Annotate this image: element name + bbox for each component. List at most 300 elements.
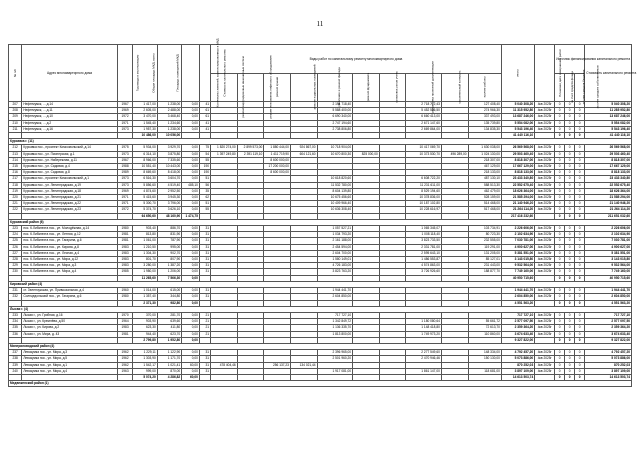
cell-n: 227 <box>9 250 22 256</box>
cell-s3: 0,00 <box>182 232 200 238</box>
cell-s2: 623,70 <box>157 331 181 337</box>
cell-c: 5 554 082,00 <box>585 120 632 126</box>
cell-n: 222 <box>9 207 22 213</box>
cell-f2: 0 <box>565 325 575 331</box>
cell-w1: 478 404,46 <box>211 362 238 368</box>
cell-s3: 0,00 <box>182 288 200 294</box>
cell-s3: 0,00 <box>182 250 200 256</box>
cell-w9: 1 008 118,40 <box>406 232 442 238</box>
cell-s4: 31 <box>199 294 210 300</box>
cell-s3: 0,00 <box>182 368 200 374</box>
cell-f3: 0 <box>575 269 585 275</box>
cell-w3: 717 727,10 <box>317 312 353 318</box>
cell-n: 232 <box>9 294 22 300</box>
cell-s4: 55 <box>199 207 210 213</box>
cell-a: Курсавка пос., ул. Садовая, д.4 <box>22 164 117 170</box>
cell-s1: 2 371,30 <box>133 300 157 306</box>
cell-c: 13 687 246,00 <box>585 114 632 120</box>
cell-w10: 148 334,00 <box>468 350 501 356</box>
cell-d: 4кв 2025г <box>535 102 555 108</box>
cell-f2: 0 <box>565 120 575 126</box>
cell-s2: 831,90 <box>157 232 181 238</box>
header-works-total: итого <box>501 45 534 102</box>
cell-w3: 10 670 800,30 <box>317 151 353 157</box>
cell-n: 237 <box>9 350 22 356</box>
cell-w9: 5 452 586,50 <box>406 108 442 114</box>
header-address: Адрес многоквартирного дома <box>22 45 117 102</box>
cell-s2: 7 335,60 <box>157 157 181 163</box>
cell-c: 8 818 307,00 <box>585 157 632 163</box>
cell-tot: 3 897 109,00 <box>501 368 534 374</box>
cell-f3: 0 <box>575 108 585 114</box>
cell-a: Нефтекумск, ... д.2 <box>22 120 117 126</box>
cell-s4: 31 <box>199 238 210 244</box>
cell-s4: 31 <box>199 257 210 263</box>
cell-s3: 60,00 <box>182 362 200 368</box>
cell-c: 5 040 308,20 <box>585 102 632 108</box>
header-fin-group: Источник финансирования капитального ремонта <box>555 45 585 74</box>
cell-w1: 1 397 249,80 <box>211 151 238 157</box>
cell-c: 41 440 116,10 <box>585 133 632 139</box>
cell-n: 225 <box>9 238 22 244</box>
cell-f3: 0 <box>575 145 585 151</box>
cell-f1: 0 <box>555 331 565 337</box>
cell-w3: 1 034 793,20 <box>317 232 353 238</box>
cell-s2: 7 566,30 <box>157 275 181 281</box>
cell-s1: 11 265,60 <box>133 275 157 281</box>
cell-tot: 23 433 340,80 <box>501 176 534 182</box>
cell-f3: 0 <box>575 157 585 163</box>
header-w6: ремонт фундамента <box>353 73 380 102</box>
cell-a: Нефтекумск, ... д.10 <box>22 114 117 120</box>
cell-d: 4кв 2025г <box>535 145 555 151</box>
cell-c: 3 143 015,80 <box>585 257 632 263</box>
cell-s4: 51 <box>199 201 210 207</box>
capital-repair-table <box>8 38 637 387</box>
cell-f3: 0 <box>575 182 585 188</box>
cell-s2: 1 238,00 <box>157 126 181 132</box>
cell-s2: 3 796,00 <box>157 201 181 207</box>
cell-w10: 127 408,40 <box>468 102 501 108</box>
cell-s2: 1 952,80 <box>157 337 181 343</box>
cell-tot: 870 252,03 <box>501 362 534 368</box>
cell-w9: 1 065 345,07 <box>406 226 442 232</box>
cell-s4: 35 <box>199 188 210 194</box>
cell-f1: 0 <box>555 275 565 281</box>
cell-c: 3 674 633,40 <box>585 331 632 337</box>
cell-s3: 0,00 <box>182 300 200 306</box>
cell-y: 1983 <box>117 325 133 331</box>
cell-c: 7 030 781,00 <box>585 238 632 244</box>
header-w9: строительный контроль <box>441 73 468 102</box>
cell-s3: 0,00 <box>182 244 200 250</box>
cell-s4: 61 <box>199 108 210 114</box>
cell-w9: 1 148 418,80 <box>406 325 442 331</box>
cell-d: 4кв 2025г <box>535 108 555 114</box>
cell-f3: 0 <box>575 126 585 132</box>
cell-w10: 218 133,00 <box>468 170 501 176</box>
cell-f3: 0 <box>575 374 585 380</box>
cell-s2: 281,70 <box>157 312 181 318</box>
cell-d: 4кв 2025г <box>535 263 555 269</box>
cell-f1: 0 <box>555 157 565 163</box>
cell-d: 4кв 2025г <box>535 325 555 331</box>
cell-c: 4 792 457,20 <box>585 350 632 356</box>
cell-tot: 2 577 097,50 <box>501 319 534 325</box>
cell-f1: 0 <box>555 133 565 139</box>
cell-s1: 370,00 <box>133 312 157 318</box>
cell-s4: 31 <box>199 263 210 269</box>
cell-w10: 232 555,00 <box>468 238 501 244</box>
cell-tot: 1 944 441,70 <box>501 288 534 294</box>
cell-tot: 8 818 133,00 <box>501 170 534 176</box>
cell-c: 2 604 850,00 <box>585 294 632 300</box>
cell-w9: 3 823 733,50 <box>406 238 442 244</box>
cell-f1: 0 <box>555 288 565 294</box>
cell-a: Курсавка пос., ул. Ленинградская, д.22 <box>22 201 117 207</box>
cell-w10: 337 493,00 <box>468 114 501 120</box>
cell-s2: 3 875,80 <box>157 151 181 157</box>
cell-tot: 41 440 116,10 <box>501 133 534 139</box>
cell-s1: 8 966,00 <box>133 157 157 163</box>
cell-w10: 462 479,00 <box>468 188 501 194</box>
cell-s2: 1 206,00 <box>157 269 181 275</box>
cell-w3: 10 409 966,40 <box>317 201 353 207</box>
cell-f1: 0 <box>555 257 565 263</box>
cell-s3: 0,00 <box>182 151 200 157</box>
cell-s2: 1 021,41 <box>157 362 181 368</box>
cell-f3: 0 <box>575 250 585 256</box>
cell-c: 4 900 627,00 <box>585 244 632 250</box>
cell-w10: 588 513,30 <box>468 182 501 188</box>
cell-w9: 3 726 926,60 <box>406 269 442 275</box>
cell-w9: 10 228 616,97 <box>406 207 442 213</box>
cell-f3: 0 <box>575 207 585 213</box>
cell-w10: 134 835,30 <box>468 126 501 132</box>
cell-w3: 6 690 340,00 <box>317 114 353 120</box>
header-w2: ремонт или замена лифтового оборудования <box>237 73 264 102</box>
cell-s1: 1 545,40 <box>133 120 157 126</box>
cell-s2: 48 160,90 <box>157 213 181 219</box>
cell-f2: 0 <box>565 263 575 269</box>
cell-f3: 0 <box>575 300 585 306</box>
cell-tot: 2 226 606,00 <box>501 226 534 232</box>
cell-d: 4кв 2025г <box>535 350 555 356</box>
cell-f1: 0 <box>555 294 565 300</box>
cell-f3: 0 <box>575 275 585 281</box>
cell-f3: 0 <box>575 201 585 207</box>
cell-d: 4кв 2025г <box>535 188 555 194</box>
cell-n: 239 <box>9 362 22 368</box>
cell-s3: 0,00 <box>182 170 200 176</box>
cell-f2: 0 <box>565 288 575 294</box>
cell-s4: 190 <box>199 170 210 176</box>
cell-tot: 9 327 822,00 <box>501 337 534 343</box>
cell-s3: 0,00 <box>182 157 200 163</box>
cell-y: 1981 <box>117 331 133 337</box>
cell-s1: 4 874,60 <box>133 188 157 194</box>
cell-f3: 0 <box>575 356 585 362</box>
cell-c: 21 264 114,20 <box>585 207 632 213</box>
cell-f1: 0 <box>555 325 565 331</box>
cell-s1: 64 650,60 <box>133 213 157 219</box>
cell-tot: 3 674 633,40 <box>501 331 534 337</box>
cell-d: 4кв 2025г <box>535 269 555 275</box>
cell-n: 217 <box>9 176 22 182</box>
cell-s2: 344,80 <box>157 294 181 300</box>
cell-c: 211 651 032,60 <box>585 213 632 219</box>
cell-d: 4кв 2025г <box>535 362 555 368</box>
cell-d: 4кв 2025г <box>535 195 555 201</box>
cell-a: пос. К.Либкнехта пос., ул. Летняя, д.12 <box>22 232 117 238</box>
cell-s3: 0,00 <box>182 337 200 343</box>
cell-tot: 21 140 946,20 <box>501 201 534 207</box>
cell-f2: 0 <box>565 108 575 114</box>
cell-n: 218 <box>9 182 22 188</box>
cell-a: Курсавка пос., проспект Комсомольский, д.14 <box>22 145 117 151</box>
header-w10: прочие работы <box>468 73 501 102</box>
cell-f2: 0 <box>565 269 575 275</box>
cell-f2: 0 <box>565 114 575 120</box>
cell-s4: 41 <box>199 102 210 108</box>
cell-d: 4кв 2025г <box>535 226 555 232</box>
cell-a: Левокумка пос., ул. Мира, д.1 <box>22 362 117 368</box>
cell-y: 1973 <box>117 126 133 132</box>
cell-f2: 0 <box>565 145 575 151</box>
cell-w3: 5 588 400,00 <box>317 108 353 114</box>
cell-s1: 5 300,70 <box>133 201 157 207</box>
cell-f2: 0 <box>565 300 575 306</box>
cell-s3: 0,00 <box>182 238 200 244</box>
cell-s2: 10 443,00 <box>157 164 181 170</box>
header-area-total: Общая площадь МКД, всего <box>133 45 157 102</box>
cell-n: 236 <box>9 331 22 337</box>
cell-d: 4кв 2025г <box>535 319 555 325</box>
cell-s2: 1 122,90 <box>157 350 181 356</box>
cell-w3: 1 580 149,01 <box>317 257 353 263</box>
cell-f3: 0 <box>575 325 585 331</box>
cell-tot: 40 950 715,60 <box>501 275 534 281</box>
cell-w10: 118 681,00 <box>468 368 501 374</box>
cell-s4: 31 <box>199 288 210 294</box>
cell-f1: 0 <box>555 201 565 207</box>
cell-s2: 8 418,00 <box>157 170 181 176</box>
header-no: № п/п <box>9 45 22 102</box>
cell-s2: 639,60 <box>157 319 181 325</box>
cell-c: 21 140 946,20 <box>585 201 632 207</box>
cell-s4: 31 <box>199 350 210 356</box>
cell-tot: 4 900 627,00 <box>501 244 534 250</box>
cell-y: 1980 <box>117 226 133 232</box>
cell-n: 228 <box>9 257 22 263</box>
cell-s3: 60,00 <box>182 374 200 380</box>
cell-w3: 3 823 763,20 <box>317 269 353 275</box>
cell-w10: 528 159,00 <box>468 195 501 201</box>
cell-c: 23 433 340,80 <box>585 176 632 182</box>
cell-tot: 3 143 015,80 <box>501 257 534 263</box>
cell-s1: 1 957,30 <box>133 126 157 132</box>
cell-s4: 62 <box>199 195 210 201</box>
cell-tot: 29 503 460,40 <box>501 151 534 157</box>
cell-w9: 2 277 549,60 <box>406 350 442 356</box>
cell-w2b: 134 021,44 <box>290 362 317 368</box>
cell-n: 230 <box>9 269 22 275</box>
cell-w2: 1 411 719,90 <box>264 151 291 157</box>
cell-a: ст. Зеленчукская, ул. Привокзальная, д.4 <box>22 288 117 294</box>
cell-s2: 886,70 <box>157 226 181 232</box>
cell-d: 4кв 2025г <box>535 182 555 188</box>
cell-s1: 813,80 <box>133 232 157 238</box>
cell-y: 1973 <box>117 182 133 188</box>
cell-s4: 31 <box>199 244 210 250</box>
cell-f1: 0 <box>555 269 565 275</box>
cell-d: 4кв 2025г <box>535 151 555 157</box>
cell-n: 215 <box>9 164 22 170</box>
cell-n: 207 <box>9 102 22 108</box>
cell-d: 4кв 2025г <box>535 250 555 256</box>
cell-s4: 41 <box>199 120 210 126</box>
cell-c: 29 503 460,40 <box>585 151 632 157</box>
cell-f3: 0 <box>575 312 585 318</box>
cell-f1: 0 <box>555 300 565 306</box>
cell-w10: 1 024 130,00 <box>468 151 501 157</box>
cell-f3: 0 <box>575 151 585 157</box>
cell-w9: 2 718 772,43 <box>406 102 442 108</box>
group-title: Курсавский район (6) <box>9 219 632 225</box>
cell-f1: 0 <box>555 176 565 182</box>
cell-n: 213 <box>9 151 22 157</box>
cell-s4: 21 <box>199 331 210 337</box>
cell-f2: 0 <box>565 201 575 207</box>
cell-a: Курсавка пос., ул. Ленинградская, д.18 <box>22 188 117 194</box>
cell-a: пос. К.Либкнехта пос., ул. Молодёжная, д.14 <box>22 226 117 232</box>
cell-w10: 119 291,00 <box>468 244 501 250</box>
cell-y: 1981 <box>117 232 133 238</box>
cell-y: 1971 <box>117 120 133 126</box>
cell-w2: 8 600 000,00 <box>264 157 291 163</box>
cell-w2: 17 200 000,00 <box>264 164 291 170</box>
cell-d: 4кв 2025г <box>535 238 555 244</box>
cell-s1: 1 229,11 <box>133 350 157 356</box>
cell-s2: 807,90 <box>157 257 181 263</box>
header-w3: ремонт крыши <box>264 73 291 102</box>
cell-c: 2 226 606,00 <box>585 226 632 232</box>
cell-w9b: 496 289,00 <box>441 151 468 157</box>
cell-c: 5 543 196,40 <box>585 126 632 132</box>
cell-f1: 0 <box>555 120 565 126</box>
cell-n: 210 <box>9 120 22 126</box>
cell-s1: 5 074,20 <box>133 374 157 380</box>
cell-w9: 6 608 722,20 <box>406 176 442 182</box>
cell-s1: 1 210,50 <box>133 244 157 250</box>
cell-tot: 5 073 886,00 <box>501 356 534 362</box>
cell-a: Солнцедольский пос., ул. Гагарина, д.6 <box>22 294 117 300</box>
cell-y: 1967 <box>117 102 133 108</box>
cell-f1: 0 <box>555 114 565 120</box>
cell-s3: 0,00 <box>182 356 200 362</box>
cell-tot: 5 381 551,00 <box>501 250 534 256</box>
cell-f1: 0 <box>555 250 565 256</box>
cell-f1: 0 <box>555 207 565 213</box>
header-w8: разработка проектной документации <box>406 73 442 102</box>
cell-s1: 1 542,17 <box>133 362 157 368</box>
cell-f3: 0 <box>575 350 585 356</box>
cell-s3: 0,00 <box>182 176 200 182</box>
cell-s3: 0,00 <box>182 257 200 263</box>
cell-s3: 0,00 <box>182 201 200 207</box>
header-w4: ремонт подвальных помещений <box>290 73 317 102</box>
cell-f2: 0 <box>565 195 575 201</box>
cell-s1: 10 486,00 <box>133 133 157 139</box>
cell-s4: 51 <box>199 176 210 182</box>
cell-d: 4кв 2025г <box>535 244 555 250</box>
cell-tot: 21 585 294,00 <box>501 195 534 201</box>
cell-w3: 1 917 081,00 <box>317 368 353 374</box>
cell-c: 7 749 160,00 <box>585 269 632 275</box>
cell-n: 208 <box>9 108 22 114</box>
cell-f2: 0 <box>565 319 575 325</box>
cell-f3: 0 <box>575 170 585 176</box>
cell-s3: 0,00 <box>182 331 200 337</box>
cell-y: 1983 <box>117 263 133 269</box>
cell-n: 221 <box>9 201 22 207</box>
cell-tot: 8 818 307,00 <box>501 157 534 163</box>
cell-w10: 487 130,10 <box>468 176 501 182</box>
cell-d: 4кв 2025г <box>535 368 555 374</box>
cell-s3: 0,00 <box>182 312 200 318</box>
cell-tot: 5 543 196,40 <box>501 126 534 132</box>
cell-f2: 0 <box>565 226 575 232</box>
cell-n: 220 <box>9 195 22 201</box>
cell-c: 40 950 715,60 <box>585 275 632 281</box>
cell-y: 1962 <box>117 362 133 368</box>
cell-w9: 10 378 836,00 <box>406 195 442 201</box>
cell-s3: 0,00 <box>182 319 200 325</box>
cell-tot: 22 552 675,40 <box>501 182 534 188</box>
cell-f2: 0 <box>565 250 575 256</box>
cell-tot: 4 551 563,20 <box>501 300 534 306</box>
cell-w9: 1 749 973,20 <box>406 331 442 337</box>
cell-s3: 0,00 <box>182 294 200 300</box>
cell-s1: 903,90 <box>133 319 157 325</box>
cell-tot: 9 532 564,00 <box>501 263 534 269</box>
cell-f2: 0 <box>565 238 575 244</box>
cell-y: 1971 <box>117 195 133 201</box>
header-year: Год ввода в эксплуатацию <box>117 45 133 102</box>
cell-w3: 2 396 965,00 <box>317 350 353 356</box>
cell-f1: 0 <box>555 368 565 374</box>
cell-d: 4кв 2025г <box>535 126 555 132</box>
cell-f3: 0 <box>575 114 585 120</box>
cell-s4: 31 <box>199 368 210 374</box>
cell-w10: 55 661,72 <box>468 319 501 325</box>
cell-f2: 0 <box>565 157 575 163</box>
cell-w9: 11 231 611,00 <box>406 182 442 188</box>
cell-c: 17 667 129,00 <box>585 164 632 170</box>
cell-w3: 1 136 335,70 <box>317 325 353 331</box>
cell-s1: 1 357,40 <box>133 294 157 300</box>
cell-w10: 218 307,00 <box>468 157 501 163</box>
cell-f1: 0 <box>555 182 565 188</box>
cell-w3: 4 726 183,00 <box>317 263 353 269</box>
cell-f3: 0 <box>575 294 585 300</box>
cell-w9: 1 861 147,00 <box>406 368 442 374</box>
cell-f1: 0 <box>555 195 565 201</box>
cell-s1: 2 605,00 <box>133 108 157 114</box>
cell-f2: 0 <box>565 331 575 337</box>
cell-f1: 0 <box>555 374 565 380</box>
cell-a: Нефтекумск, ... д.14 <box>22 102 117 108</box>
